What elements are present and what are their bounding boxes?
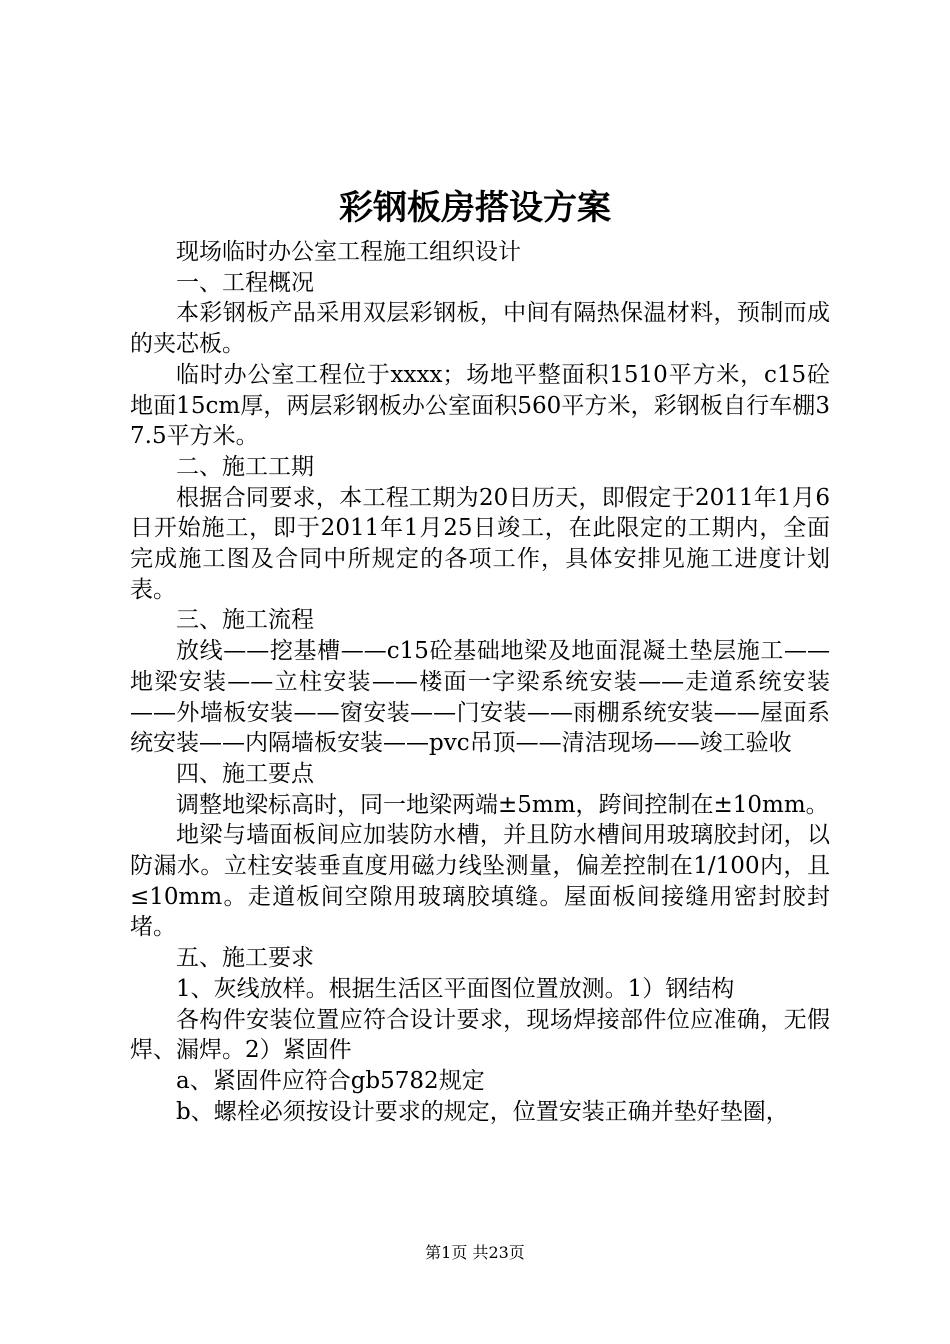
paragraph-process: 放线——挖基槽——c15砼基础地梁及地面混凝土垫层施工——地梁安装——立柱安装——楼面一字梁系统安装——走道系统安装——外墙板安装——窗安装——门安装——雨棚系统安装——屋面系统安装——内隔墙板安装——pvc吊顶——清洁现场——竣工验收 bbox=[130, 638, 830, 757]
paragraph-overview-2: 临时办公室工程位于xxxx；场地平整面积1510平方米，c15砼地面15cm厚，两层彩钢板办公室面积560平方米，彩钢板自行车棚37.5平方米。 bbox=[130, 361, 830, 450]
paragraph-requirements-1: 1、灰线放样。根据生活区平面图位置放测。1）钢结构 bbox=[176, 975, 735, 1002]
paragraph-overview-1: 本彩钢板产品采用双层彩钢板，中间有隔热保温材料，预制而成的夹芯板。 bbox=[130, 300, 830, 358]
section-heading-key-points: 四、施工要点 bbox=[176, 760, 314, 787]
paragraph-key-points-1: 调整地梁标高时，同一地梁两端±5mm，跨间控制在±10mm。 bbox=[176, 791, 829, 818]
paragraph-subtitle: 现场临时办公室工程施工组织设计 bbox=[176, 239, 521, 265]
section-heading-overview: 一、工程概况 bbox=[176, 269, 314, 296]
page-footer: 第1页 共23页 bbox=[425, 1243, 525, 1262]
section-heading-process: 三、施工流程 bbox=[176, 607, 314, 634]
paragraph-requirements-a: a、紧固件应符合gb5782规定 bbox=[176, 1067, 485, 1094]
document-title: 彩钢板房搭设方案 bbox=[339, 188, 611, 228]
section-heading-schedule: 二、施工工期 bbox=[176, 453, 314, 480]
paragraph-requirements-2: 各构件安装位置应符合设计要求，现场焊接部件位应准确，无假焊、漏焊。2）紧固件 bbox=[130, 1006, 830, 1064]
section-heading-requirements: 五、施工要求 bbox=[176, 945, 314, 972]
paragraph-requirements-b: b、螺栓必须按设计要求的规定，位置安装正确并垫好垫圈， bbox=[176, 1098, 789, 1125]
paragraph-key-points-2: 地梁与墙面板间应加装防水槽，并且防水槽间用玻璃胶封闭，以防漏水。立柱安装垂直度用磁力线坠测量，偏差控制在1/100内，且≤10mm。走道板间空隙用玻璃胶填缝。屋面板间接缝用密封胶封堵。 bbox=[130, 822, 830, 941]
paragraph-schedule: 根据合同要求，本工程工期为20日历天，即假定于2011年1月6日开始施工，即于2011年1月25日竣工，在此限定的工期内，全面完成施工图及合同中所规定的各项工作，具体安排见施工进度计划表。 bbox=[130, 484, 830, 603]
document-body bbox=[130, 237, 830, 1127]
